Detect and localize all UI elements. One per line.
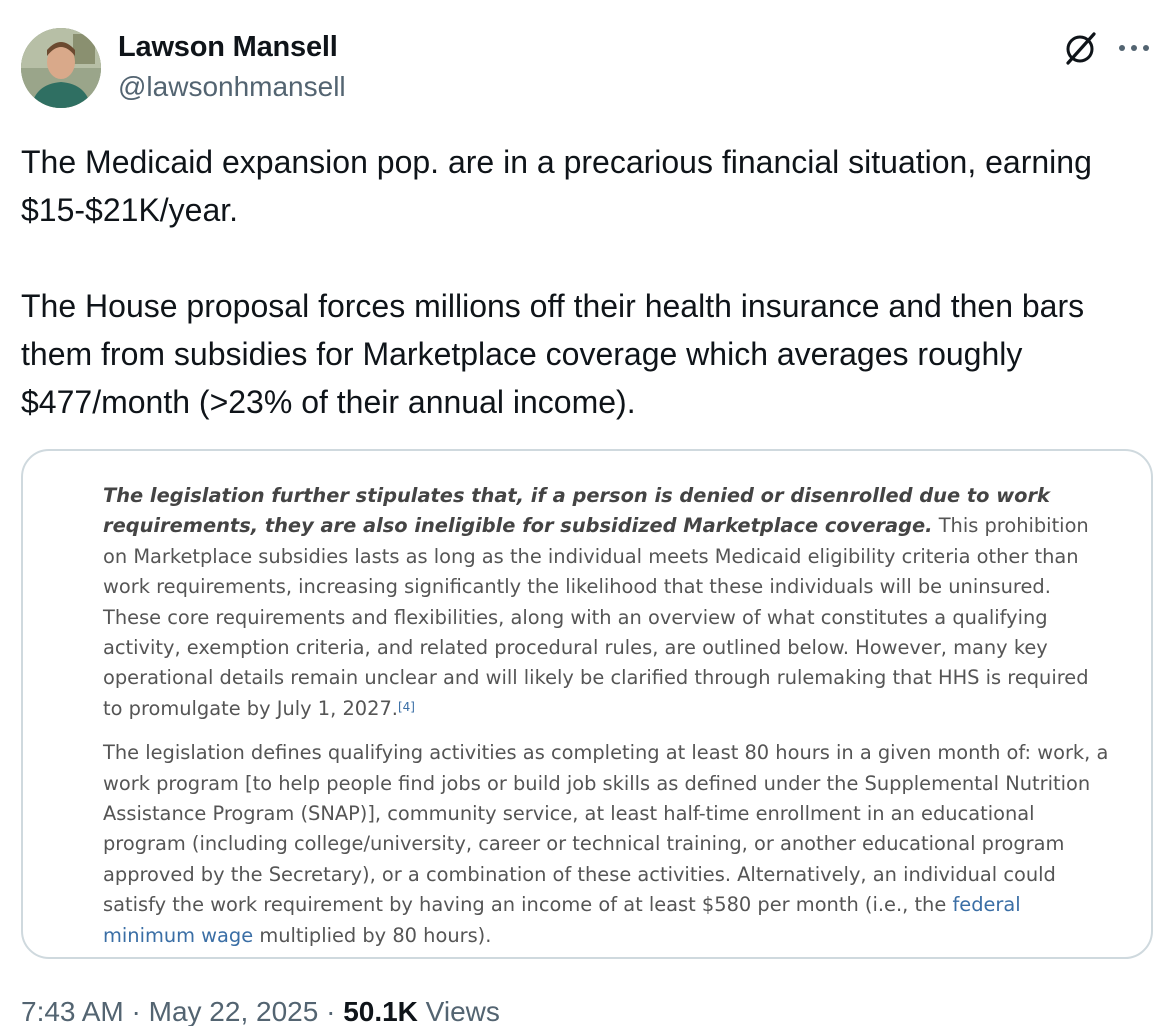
document-excerpt	[103, 481, 1113, 951]
avatar[interactable]	[21, 28, 101, 108]
meta-separator: ·	[123, 996, 149, 1026]
tweet-date[interactable]: May 22, 2025	[148, 996, 319, 1026]
document-paragraph-2-body: The legislation defines qualifying activities as completing at least 80 hours in a given month of: work, a work program [to help people find jobs or build job skills as defined under the Supplemental Nutrition Assistance Program (SNAP)], community service, at least half-time enrollment in an educational program (including college/university, career or technical training, or another educational program approved by the Secretary), or a combination of these activities. Alternatively, an individual could satisfy the work requirement by having an income of at least $580 per month (i.e., the	[103, 741, 1109, 917]
more-options-icon[interactable]	[1114, 34, 1154, 62]
tweet-paragraph-2: The House proposal forces millions off their health insurance and then bars them from subsidies for Marketplace coverage which averages roughly $477/month (>23% of their annual income).	[21, 288, 1085, 420]
tweet-text	[21, 138, 1151, 426]
grok-icon[interactable]	[1062, 30, 1098, 66]
media-image[interactable]	[21, 449, 1153, 959]
profile-photo-icon	[21, 28, 101, 108]
views-label: Views	[417, 996, 500, 1026]
author-handle[interactable]: @lawsonhmansell	[118, 71, 346, 102]
document-paragraph-2	[103, 738, 1113, 951]
footnote-link: [4]	[397, 699, 415, 714]
document-paragraph-1	[103, 481, 1113, 724]
document-paragraph-2-end: multiplied by 80 hours).	[253, 923, 492, 947]
document-emphasis: The legislation further stipulates that, if a person is denied or disenrolled due to work requirements, they are also ineligible for subsidized Marketplace coverage.	[103, 484, 1050, 538]
tweet-time[interactable]: 7:43 AM	[21, 996, 124, 1026]
tweet-paragraph-1: The Medicaid expansion pop. are in a precarious financial situation, earning $15-$21K/year.	[21, 144, 1092, 228]
tweet-meta	[21, 996, 500, 1026]
federal-minimum-wage-link: federal minimum wage	[103, 893, 1021, 947]
document-paragraph-1-body: This prohibition on Marketplace subsidies lasts as long as the individual meets Medicaid eligibility criteria other than work requirements, increasing significantly the likelihood that these individuals will be uninsured. These core requirements and flexibilities, along with an overview of what constitutes a qualifying activity, exemption criteria, and related procedural rules, are outlined below. However, many key operational details remain unclear and will likely be clarified through rulemaking that HHS is required to promulgate by July 1, 2027.	[103, 514, 1089, 720]
meta-separator: ·	[318, 996, 344, 1026]
views-count[interactable]: 50.1K	[343, 996, 418, 1026]
author-name[interactable]: Lawson Mansell	[118, 31, 338, 63]
